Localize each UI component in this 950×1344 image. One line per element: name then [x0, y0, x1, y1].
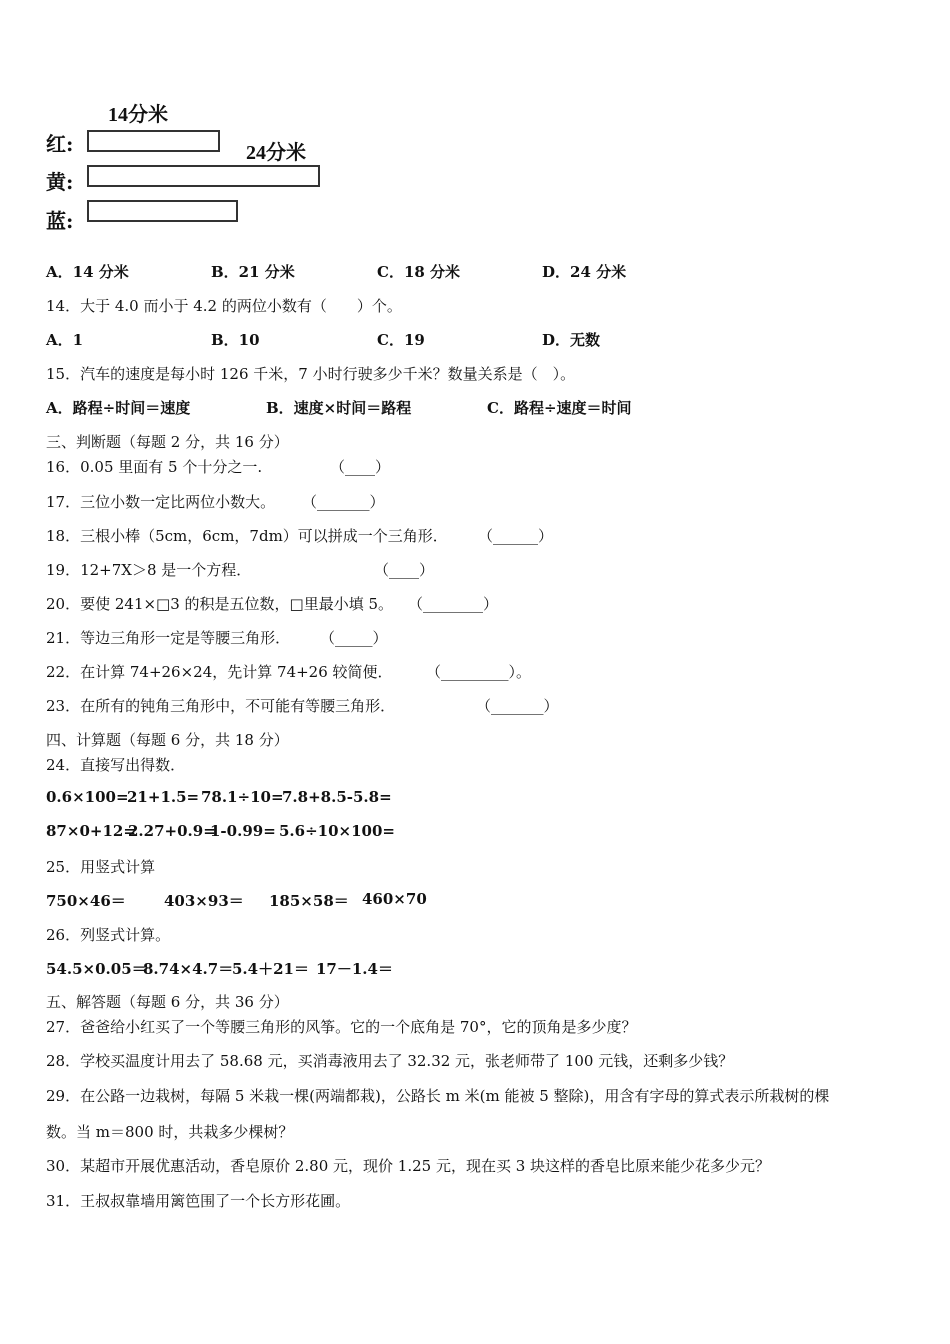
q31-text: 31．王叔叔靠墙用篱笆围了一个长方形花圃。 — [46, 1192, 351, 1210]
q20-blank: （________） — [408, 595, 499, 613]
q24-item: 0.6×100= — [46, 788, 129, 806]
q18-blank: （______） — [478, 527, 554, 545]
section-4-heading: 四、计算题（每题 6 分，共 18 分） — [46, 731, 289, 749]
red-ribbon-bar — [87, 130, 220, 152]
q15-stem: 15．汽车的速度是每小时 126 千米，7 小时行驶多少千米？数量关系是（ ）。 — [46, 365, 576, 383]
q16-blank: （____） — [330, 458, 391, 476]
q14-option-c: C．19 — [377, 331, 425, 349]
q18-text: 18．三根小棒（5cm，6cm，7dm）可以拼成一个三角形． — [46, 527, 448, 545]
q15-option-c: C．路程÷速度＝时间 — [487, 399, 632, 417]
q25-item: 750×46＝ — [46, 892, 126, 910]
blue-label: 蓝: — [46, 209, 74, 233]
q15-option-b: B．速度×时间＝路程 — [266, 399, 412, 417]
yellow-length-label: 24分米 — [246, 142, 306, 164]
q24-item: 21+1.5= — [127, 788, 200, 806]
q17-blank: （_______） — [302, 493, 385, 511]
q29-text-line1: 29．在公路一边栽树，每隔 5 米栽一棵(两端都栽)，公路长 m 米(m 能被 5 整除)，用含有字母的算式表示所栽树的棵 — [46, 1087, 830, 1105]
q14-option-d: D．无数 — [542, 331, 601, 349]
q14-option-a: A．1 — [46, 331, 84, 349]
q14-option-b: B．10 — [211, 331, 260, 349]
q23-blank: （_______） — [476, 697, 559, 715]
q17-text: 17．三位小数一定比两位小数大。 — [46, 493, 276, 511]
q15-option-a: A．路程÷时间＝速度 — [46, 399, 191, 417]
q28-text: 28．学校买温度计用去了 58.68 元，买消毒液用去了 32.32 元，张老师带了 100 元钱，还剩多少钱？ — [46, 1052, 734, 1070]
q24-item: 87×0+12= — [46, 822, 136, 840]
q24-item: 2.27+0.9= — [128, 822, 216, 840]
q21-blank: （_____） — [320, 629, 388, 647]
section-5-heading: 五、解答题（每题 6 分，共 36 分） — [46, 993, 289, 1011]
q25-item: 403×93＝ — [164, 892, 244, 910]
q25-stem: 25．用竖式计算 — [46, 858, 156, 876]
blue-ribbon-bar — [87, 200, 238, 222]
q26-item: 17－1.4＝ — [316, 960, 393, 978]
q22-text: 22．在计算 74+26×24，先计算 74+26 较简便． — [46, 663, 393, 681]
q13-option-d: D．24 分米 — [542, 263, 627, 281]
red-length-label: 14分米 — [108, 104, 168, 126]
q26-item: 5.4＋21＝ — [232, 960, 309, 978]
q29-text-line2: 数。当 m＝800 时，共栽多少棵树？ — [46, 1123, 294, 1141]
q24-stem: 24．直接写出得数． — [46, 756, 186, 774]
q26-item: 8.74×4.7＝ — [143, 960, 234, 978]
q26-stem: 26．列竖式计算。 — [46, 926, 171, 944]
section-3-heading: 三、判断题（每题 2 分，共 16 分） — [46, 433, 289, 451]
q19-blank: （____） — [374, 561, 435, 579]
red-label: 红: — [46, 132, 74, 156]
q16-text: 16．0.05 里面有 5 个十分之一. — [46, 458, 263, 476]
q21-text: 21．等边三角形一定是等腰三角形． — [46, 629, 291, 647]
q25-item: 185×58＝ — [269, 892, 349, 910]
q13-option-b: B．21 分米 — [211, 263, 295, 281]
q26-item: 54.5×0.05＝ — [46, 960, 147, 978]
yellow-label: 黄: — [46, 170, 74, 194]
q27-text: 27．爸爸给小红买了一个等腰三角形的风筝。它的一个底角是 70°，它的顶角是多少度？ — [46, 1018, 637, 1036]
q24-item: 78.1÷10= — [201, 788, 284, 806]
q30-text: 30．某超市开展优惠活动，香皂原价 2.80 元，现价 1.25 元，现在买 3 块这样的香皂比原来能少花多少元？ — [46, 1157, 771, 1175]
q23-text: 23．在所有的钝角三角形中，不可能有等腰三角形． — [46, 697, 396, 715]
q13-option-a: A．14 分米 — [46, 263, 129, 281]
q19-text: 19．12+7X＞8 是一个方程． — [46, 561, 252, 579]
q20-text: 20．要使 241×□3 的积是五位数，□里最小填 5。 — [46, 595, 394, 613]
q24-item: 7.8+8.5-5.8= — [282, 788, 392, 806]
q13-option-c: C．18 分米 — [377, 263, 461, 281]
q25-item: 460×70 — [362, 890, 427, 908]
q24-item: 1-0.99= — [210, 822, 276, 840]
q14-stem: 14．大于 4.0 而小于 4.2 的两位小数有（ ）个。 — [46, 297, 402, 315]
yellow-ribbon-bar — [87, 165, 320, 187]
q22-blank: （_________）。 — [426, 663, 532, 681]
q24-item: 5.6÷10×100= — [279, 822, 395, 840]
